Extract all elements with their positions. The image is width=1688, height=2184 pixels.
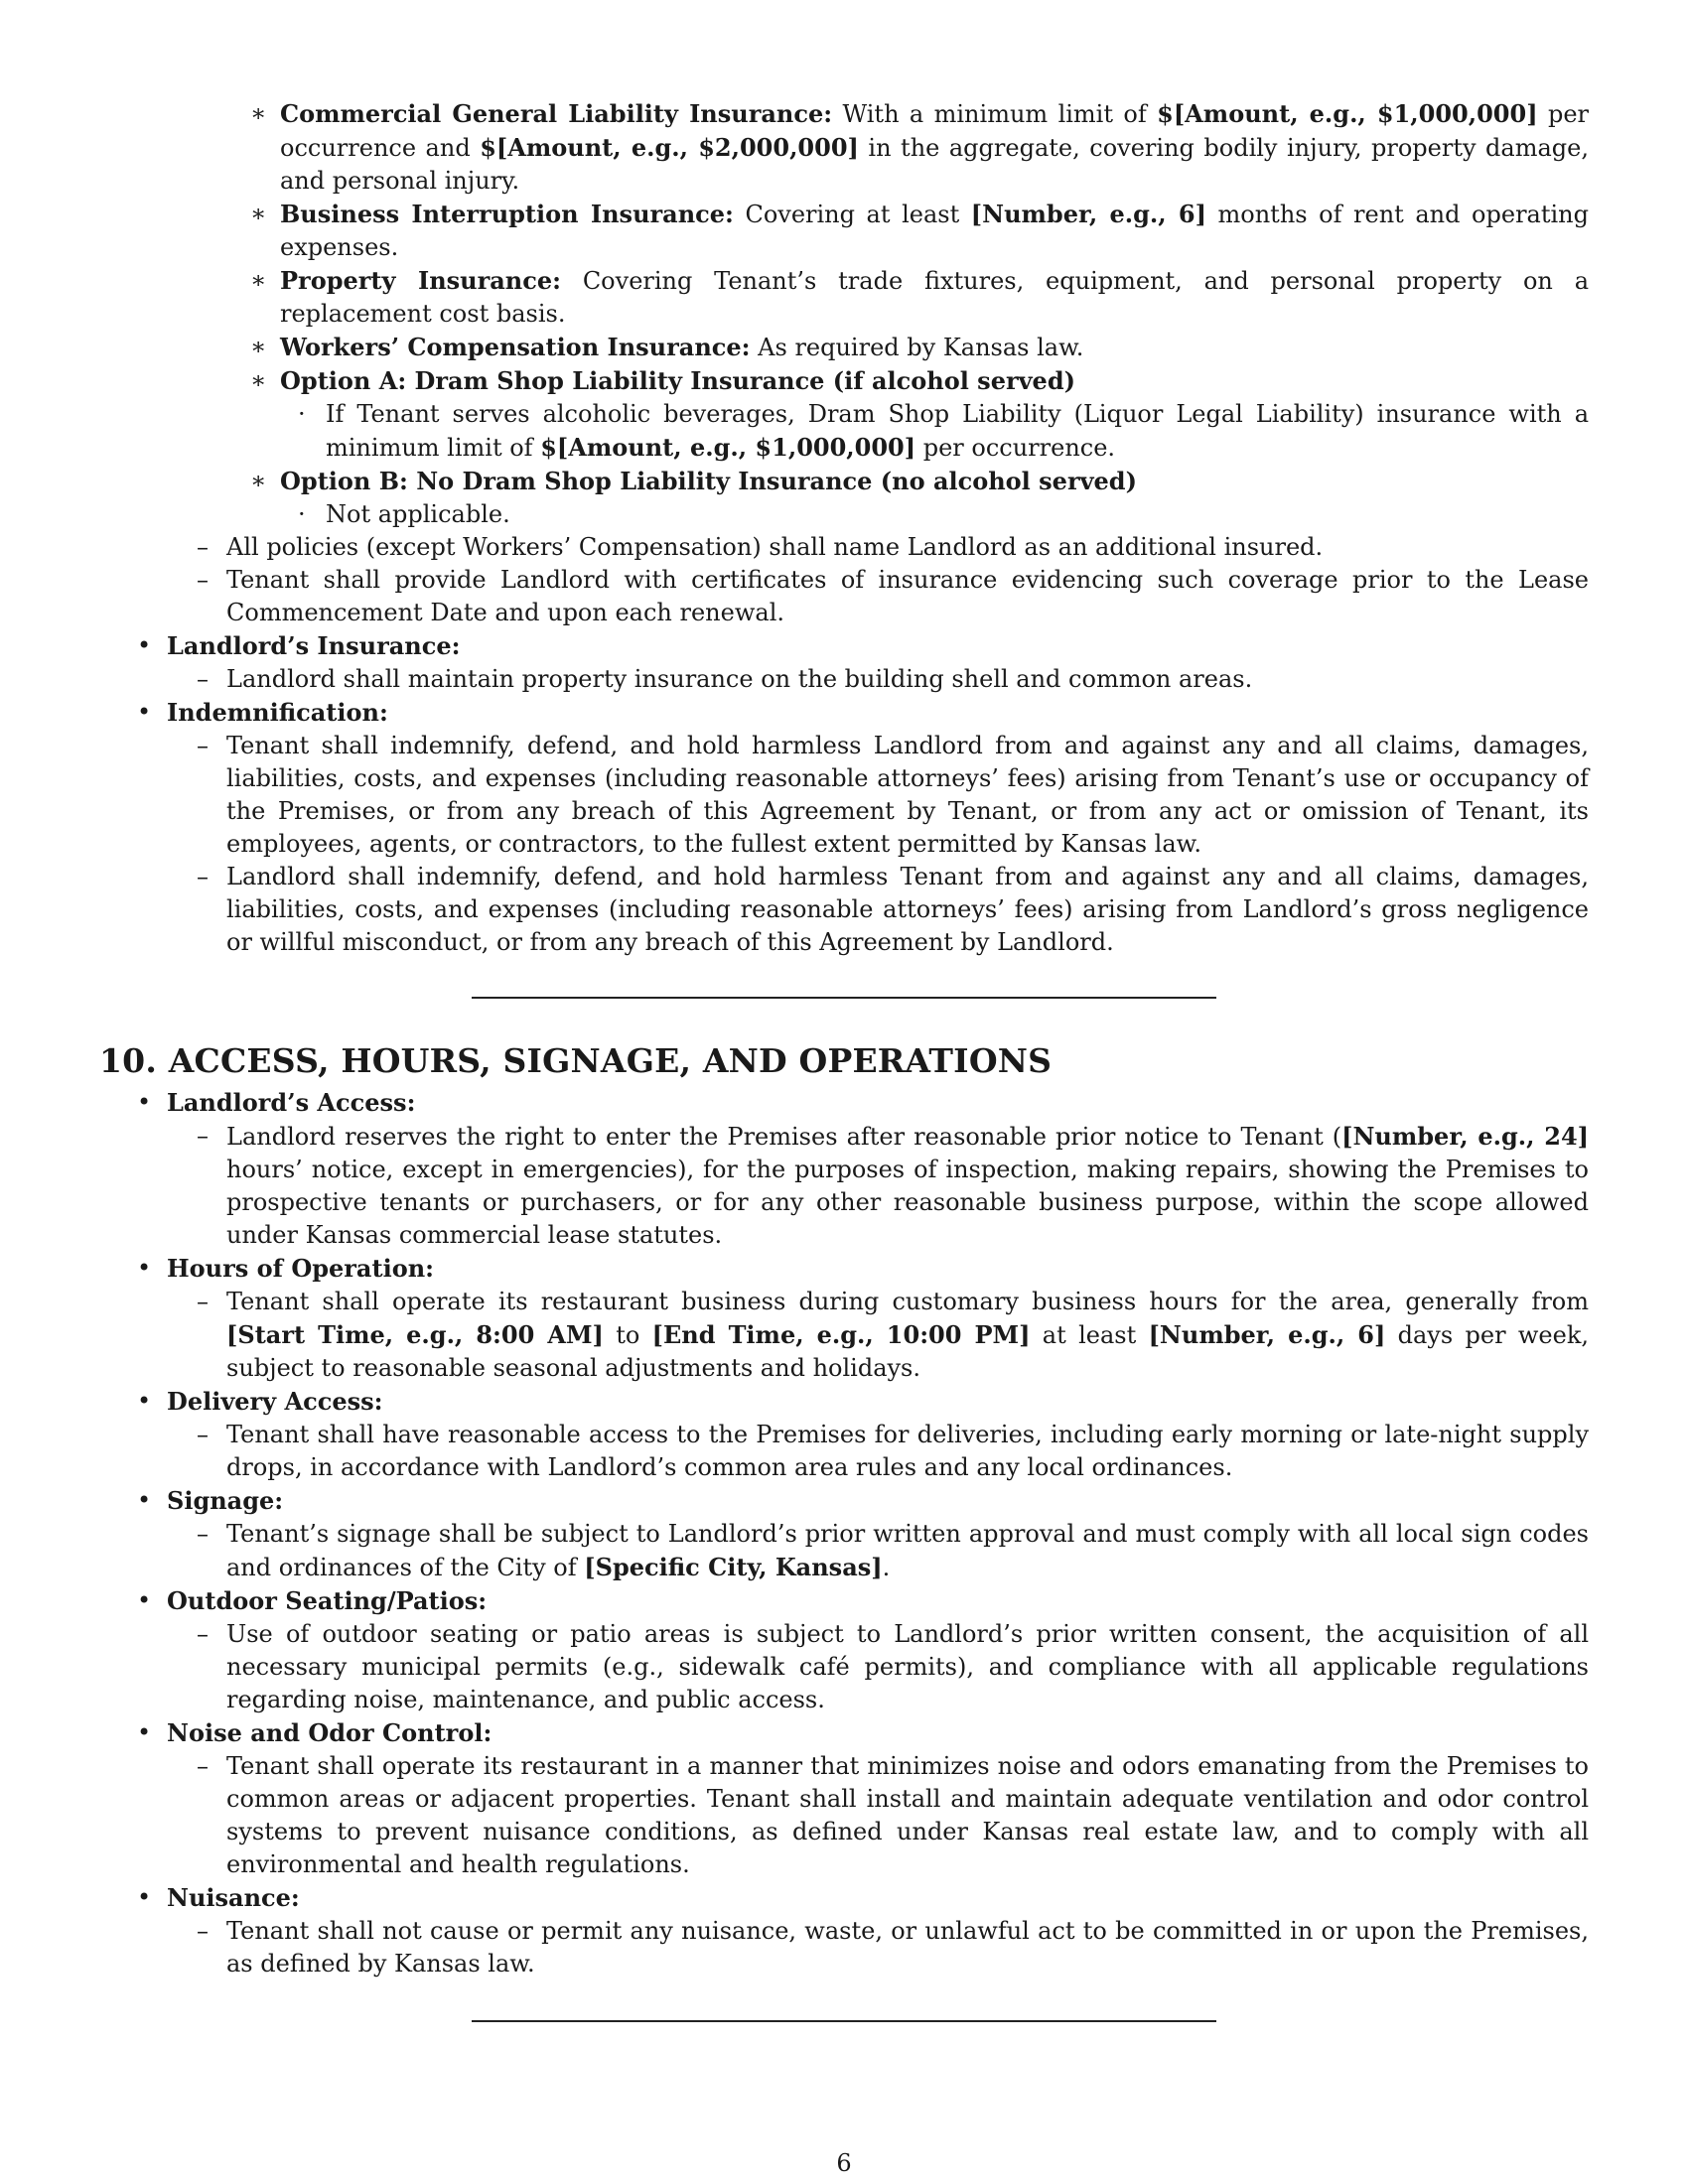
- asterisk-bullet: ∗: [250, 266, 267, 294]
- workers-comp-item: ∗ Workers’ Compensation Insurance: As required by Kansas law.: [250, 333, 1084, 361]
- workers-comp-label: Workers’ Compensation Insurance:: [280, 333, 751, 361]
- asterisk-bullet: ∗: [250, 333, 267, 360]
- round-bullet: •: [137, 1718, 152, 1746]
- indemnification-item: • Indemnification:: [137, 698, 388, 727]
- property-label: Property Insurance:: [280, 266, 561, 295]
- outdoor-seating-item: • Outdoor Seating/Patios:: [137, 1586, 488, 1615]
- dot-bullet: ·: [298, 400, 306, 428]
- outdoor-seating-detail: – Use of outdoor seating or patio areas is subject to Landlord’s prior written consent, the acquisition of all necessary municipal permits (e.g., sidewalk café permits), and compliance with all applicable regulations regarding noise, maintenance, and public access.: [197, 1620, 1589, 1713]
- section-divider: [472, 2020, 1216, 2022]
- additional-insured-item: – All policies (except Workers’ Compensation) shall name Landlord as an additional insured.: [226, 531, 1589, 564]
- signage-item: • Signage:: [137, 1486, 284, 1515]
- asterisk-bullet: ∗: [250, 467, 267, 494]
- dash-bullet: –: [197, 566, 209, 594]
- bi-item: ∗ Business Interruption Insurance: Covering at least [Number, e.g., 6] months of rent and operating expenses.: [250, 200, 1589, 261]
- landlord-insurance-item: • Landlord’s Insurance:: [137, 631, 461, 660]
- page-number: 6: [836, 2149, 852, 2177]
- cgl-label: Commercial General Liability Insurance:: [280, 99, 833, 128]
- dash-bullet: –: [197, 1421, 209, 1448]
- option-b-label: Option B: No Dram Shop Liability Insurance (no alcohol served): [280, 467, 1137, 495]
- dash-bullet: –: [197, 1520, 209, 1548]
- round-bullet: •: [137, 631, 152, 659]
- dash-bullet: –: [197, 1122, 209, 1150]
- tenant-indemnity: – Tenant shall indemnify, defend, and hold harmless Landlord from and against any and all claims, damages, liabilities, costs, and expenses (including reasonable attorneys’ fees) arising from Tenant’s use or occupancy of the Premises, or from any breach of this Agreement by Tenant, or from any act or omission of Tenant, its employees, agents, or contractors, to the fullest extent permitted by Kansas law.: [197, 732, 1589, 858]
- asterisk-bullet: ∗: [250, 200, 267, 227]
- nuisance-detail: – Tenant shall not cause or permit any nuisance, waste, or unlawful act to be committed in or upon the Premises, as defined by Kansas law.: [197, 1917, 1589, 1978]
- certificates-item: – Tenant shall provide Landlord with certificates of insurance evidencing such coverage prior to the Lease Commencement Date and upon each renewal.: [197, 566, 1589, 626]
- landlord-indemnity: – Landlord shall indemnify, defend, and hold harmless Tenant from and against any and all claims, damages, liabilities, costs, and expenses (including reasonable attorneys’ fees) arising from Landlord’s gross negligence or willful misconduct, or from any breach of this Agreement by Landlord.: [197, 863, 1589, 956]
- round-bullet: •: [137, 1088, 152, 1116]
- hours-detail: – Tenant shall operate its restaurant business during customary business hours for the area, generally from [Start Time, e.g., 8:00 AM] to [End Time, e.g., 10:00 PM] at least [Number, e.g., 6] days per week, subject to reasonable seasonal adjustments and holidays.: [197, 1288, 1590, 1382]
- delivery-item: • Delivery Access:: [137, 1387, 383, 1416]
- nuisance-item: • Nuisance:: [137, 1883, 300, 1912]
- dash-bullet: –: [197, 1620, 209, 1648]
- round-bullet: •: [137, 1486, 152, 1514]
- option-b-detail: · Not applicable.: [326, 498, 1589, 531]
- dash-bullet: –: [197, 863, 209, 890]
- asterisk-bullet: ∗: [250, 366, 267, 394]
- option-a-detail: · If Tenant serves alcoholic beverages, Dram Shop Liability (Liquor Legal Liability) insurance with a minimum limit of $[Amount, e.g., $1,000,000] per occurrence.: [298, 400, 1589, 462]
- dash-bullet: –: [197, 533, 209, 561]
- noise-odor-detail: – Tenant shall operate its restaurant in a manner that minimizes noise and odors emanating from the Premises to common areas or adjacent properties. Tenant shall install and maintain adequate ventilation and odor control systems to prevent nuisance conditions, as defined under Kansas real estate law, and to comply with all environmental and health regulations.: [197, 1752, 1589, 1878]
- round-bullet: •: [137, 1254, 152, 1282]
- property-item: ∗ Property Insurance: Covering Tenant’s trade fixtures, equipment, and personal property on a replacement cost basis.: [250, 266, 1589, 328]
- landlord-access-detail: – Landlord reserves the right to enter the Premises after reasonable prior notice to Tenant ([Number, e.g., 24] hours’ notice, except in emergencies), for the purposes of inspection, making repairs, showing the Premises to prospective tenants or purchasers, or for any other reasonable business purpose, within the scope allowed under Kansas commercial lease statutes.: [197, 1122, 1589, 1249]
- signage-detail: – Tenant’s signage shall be subject to Landlord’s prior written approval and must comply with all local sign codes and ordinances of the City of [Specific City, Kansas].: [197, 1520, 1589, 1581]
- asterisk-bullet: ∗: [250, 99, 267, 127]
- delivery-detail: – Tenant shall have reasonable access to the Premises for deliveries, including early morning or late-night supply drops, in accordance with Landlord’s common area rules and any local ordinances.: [197, 1421, 1589, 1481]
- round-bullet: •: [137, 1883, 152, 1911]
- landlord-access-item: • Landlord’s Access:: [137, 1088, 416, 1117]
- cgl-item: ∗ Commercial General Liability Insurance: With a minimum limit of $[Amount, e.g., $1,000,000] per occurrence and $[Amount, e.g., $2,000,000] in the aggregate, covering bodily injury, property damage, and personal injury.: [250, 99, 1590, 195]
- hours-item: • Hours of Operation:: [137, 1254, 435, 1283]
- dash-bullet: –: [197, 1288, 209, 1315]
- option-b-item: [250, 465, 1589, 498]
- document-page: [99, 97, 1589, 2022]
- landlord-insurance-detail: – Landlord shall maintain property insurance on the building shell and common areas.: [226, 663, 1589, 696]
- bi-label: Business Interruption Insurance:: [280, 200, 734, 228]
- option-a-item: [250, 364, 1589, 398]
- section-10-heading: 10. ACCESS, HOURS, SIGNAGE, AND OPERATIONS: [99, 1041, 1053, 1080]
- round-bullet: •: [137, 1586, 152, 1614]
- dash-bullet: –: [197, 665, 209, 693]
- round-bullet: •: [137, 698, 152, 726]
- option-a-label: Option A: Dram Shop Liability Insurance (if alcohol served): [280, 366, 1075, 395]
- dot-bullet: ·: [298, 500, 306, 528]
- dash-bullet: –: [197, 1752, 209, 1780]
- round-bullet: •: [137, 1387, 152, 1415]
- dash-bullet: –: [197, 1917, 209, 1945]
- section-divider: [472, 997, 1216, 999]
- dash-bullet: –: [197, 732, 209, 759]
- noise-odor-item: • Noise and Odor Control:: [137, 1718, 492, 1747]
